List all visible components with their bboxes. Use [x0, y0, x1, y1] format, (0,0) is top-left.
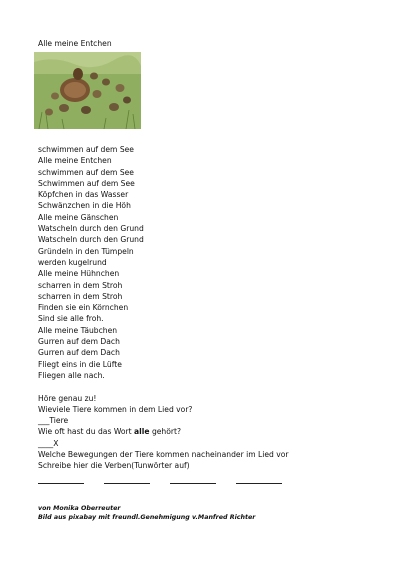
duck-with-ducklings-photo: [34, 52, 141, 129]
song-line: scharren in dem Stroh: [38, 291, 123, 301]
keyword-alle: alle: [134, 427, 150, 437]
answer-blank[interactable]: [38, 474, 84, 484]
question-animal-count: Wieviele Tiere kommen in dem Lied vor?: [38, 404, 193, 414]
song-line: Fliegt eins in die Lüfte: [38, 359, 122, 369]
song-line: Finden sie ein Körnchen: [38, 303, 129, 313]
song-line: Sind sie alle froh.: [38, 314, 104, 324]
answer-word-count: ____X: [38, 438, 59, 448]
song-line: Gurren auf dem Dach: [38, 337, 120, 347]
instruction-verbs: Schreibe hier die Verben(Tunwörter auf): [38, 461, 190, 471]
song-line: Watscheln durch den Grund: [38, 224, 144, 234]
question-movements: Welche Bewegungen der Tiere kommen nacheinander im Lied vor: [38, 450, 289, 460]
answer-blanks: [38, 474, 289, 484]
song-line: Alle meine Hühnchen: [38, 269, 120, 279]
song-line: Alle meine Täubchen: [38, 325, 118, 335]
song-line: Alle meine Entchen: [38, 156, 112, 166]
song-line: Gründeln in den Tümpeln: [38, 246, 134, 256]
spacer: [38, 381, 289, 392]
song-line: Schwimmen auf dem See: [38, 178, 135, 188]
worksheet-text: [38, 144, 289, 484]
song-line: Köpfchen in das Wasser: [38, 190, 129, 200]
answer-blank[interactable]: [236, 474, 282, 484]
question-word-count: [38, 426, 289, 437]
task-intro: Höre genau zu!: [38, 393, 97, 403]
image-credit: Bild aus pixabay mit freundl.Genehmigung v.Manfred Richter: [38, 514, 256, 522]
song-line: Gurren auf dem Dach: [38, 348, 120, 358]
question-text: gehört?: [149, 427, 182, 437]
song-line: Alle meine Gänschen: [38, 212, 119, 222]
answer-blank[interactable]: [104, 474, 150, 484]
song-title: Alle meine Entchen: [38, 39, 112, 48]
question-text: Wie oft hast du das Wort: [38, 427, 135, 437]
song-line: schwimmen auf dem See: [38, 145, 134, 154]
song-line: scharren in dem Stroh: [38, 280, 123, 290]
credits: [38, 504, 255, 523]
author-credit: von Monika Oberreuter: [38, 505, 121, 512]
answer-blank[interactable]: [170, 474, 216, 484]
song-line: schwimmen auf dem See: [38, 167, 134, 177]
answer-animal-count: ___Tiere: [38, 416, 69, 426]
song-line: Watscheln durch den Grund: [38, 235, 144, 245]
song-line: werden kugelrund: [38, 257, 107, 267]
song-line: Schwänzchen in die Höh: [38, 201, 131, 211]
song-line: Fliegen alle nach.: [38, 370, 105, 380]
